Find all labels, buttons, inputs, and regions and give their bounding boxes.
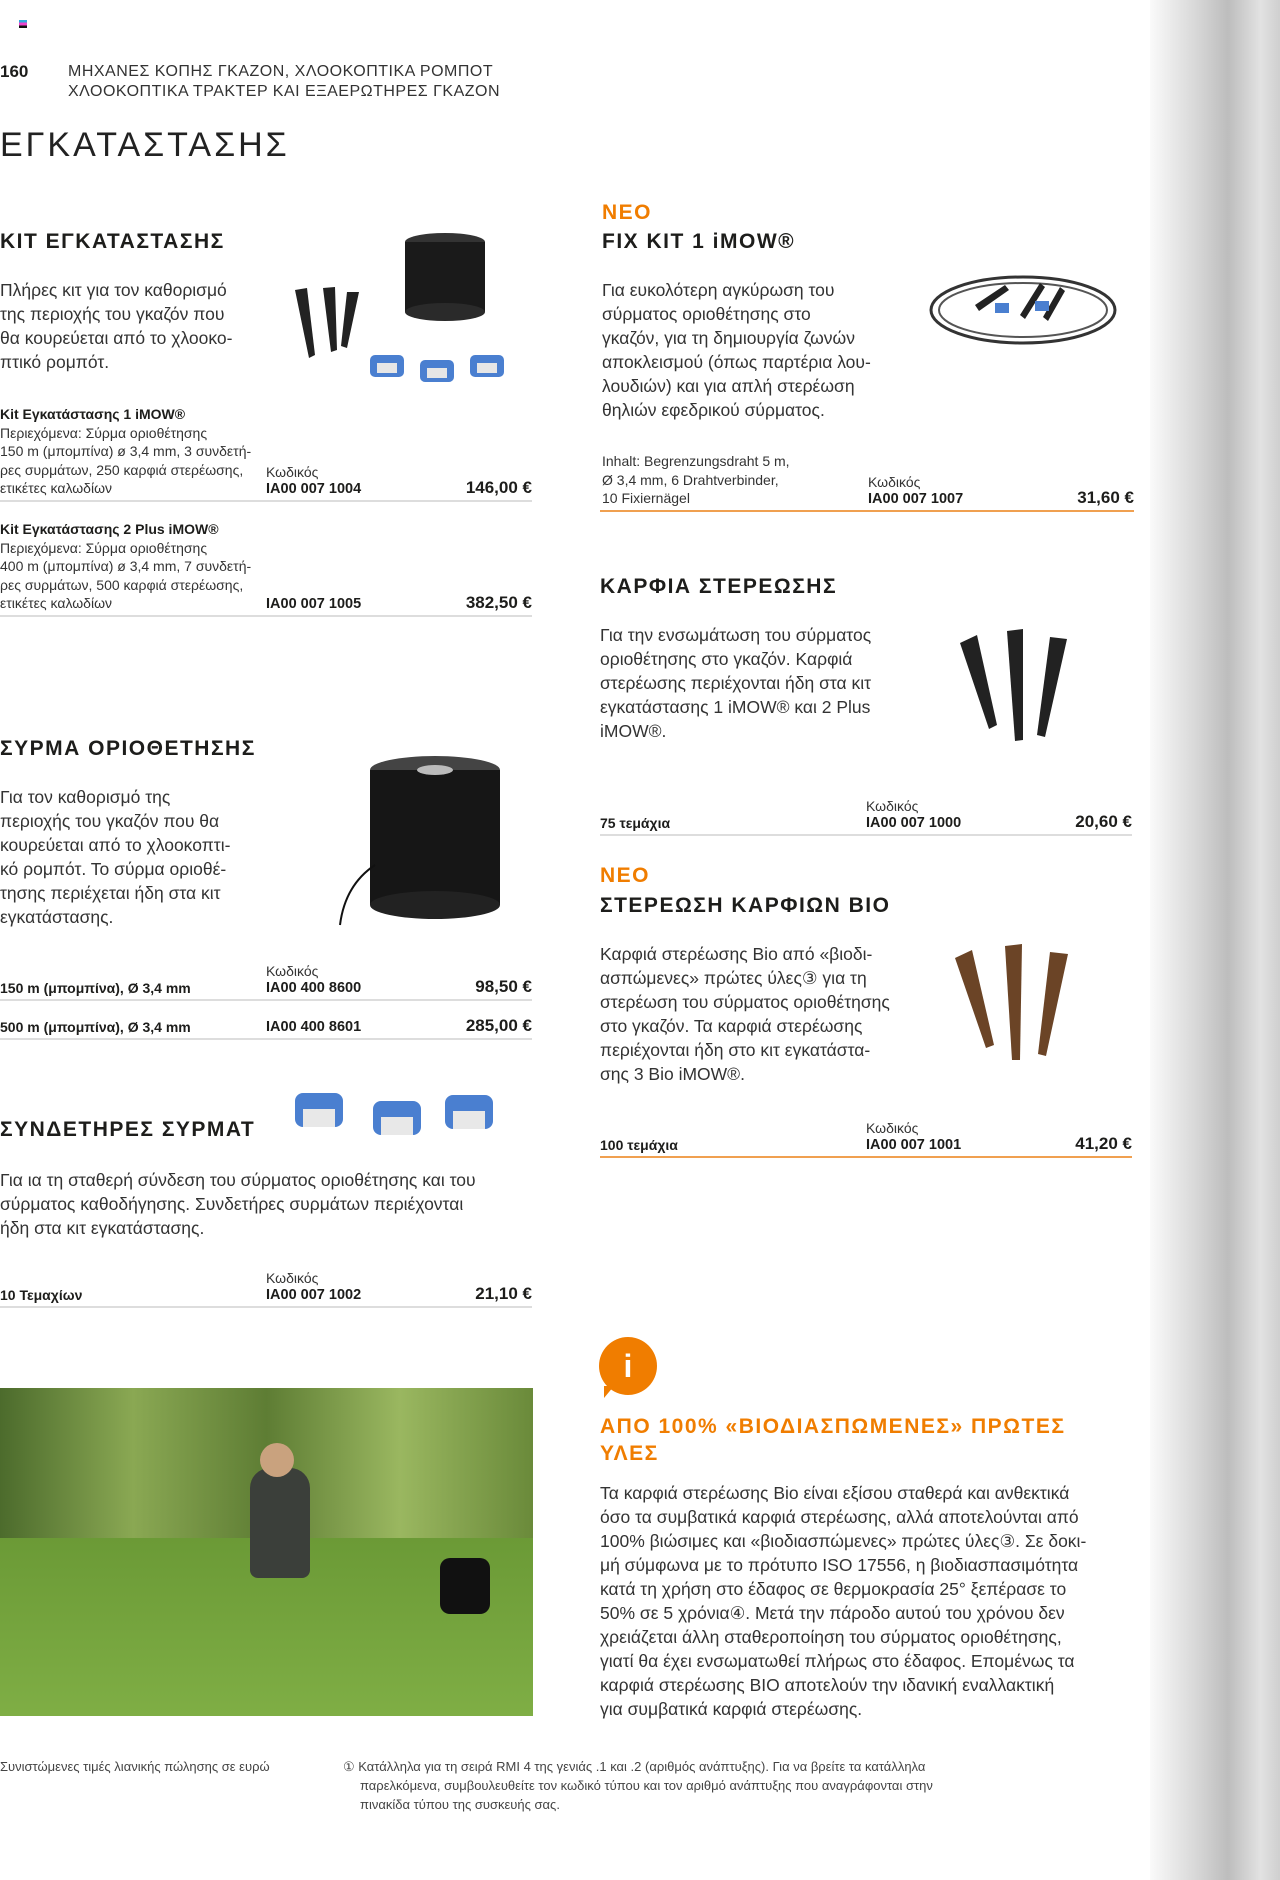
price: 20,60 €	[1075, 812, 1132, 831]
product-code: IA00 007 1005	[266, 596, 362, 612]
info-icon: i	[599, 1337, 657, 1395]
text-line: γιατί θα έχει ενσωματωθεί πλήρως στο έδαφος. Επομένως τα	[600, 1651, 1075, 1671]
text-line: 100% βιώσιμες και «βιοδιασπώμενες» πρώτες ύλες③. Σε δοκι-	[600, 1531, 1087, 1551]
detail-line: 150 m (μπομπίνα) ø 3,4 mm, 3 συνδετή-	[0, 443, 252, 459]
pegs-title: ΚΑΡΦΙΑ ΣΤΕΡΕΩΣΗΣ	[600, 575, 838, 598]
desc-line: Για την ενσωμάτωση του σύρματος	[600, 625, 872, 645]
price: 21,10 €	[475, 1284, 532, 1303]
detail-line: Περιεχόμενα: Σύρμα οριοθέτησης	[0, 539, 208, 556]
item-name: 150 m (μπομπίνα), Ø 3,4 mm	[0, 980, 191, 996]
fix-kit-description	[602, 278, 871, 422]
price: 285,00 €	[465, 1016, 532, 1035]
kit-product-image	[285, 230, 535, 400]
footnote-line: πινακίδα τύπου της συσκευής σας.	[360, 1797, 560, 1812]
detail-line: ρες συρμάτων, 250 καρφιά στερέωσης,	[0, 461, 244, 478]
kit-title: ΚΙΤ ΕΓΚΑΤΑΣΤΑΣΗΣ	[0, 230, 225, 253]
desc-line: της περιοχής του γκαζόν που	[0, 304, 225, 324]
price: 382,50 €	[465, 593, 532, 612]
detail-line: ετικέτες καλωδίων	[0, 595, 113, 611]
connectors-description	[0, 1168, 476, 1240]
pegs-image	[955, 625, 1095, 745]
code-label: Κωδικός	[866, 798, 919, 814]
desc-line: θα κουρεύεται από το χλοοκο-	[0, 328, 233, 348]
item-name: 10 Τεμαχίων	[0, 1287, 83, 1303]
pegs-description	[600, 623, 871, 743]
connectors-title: ΣΥΝΔΕΤΗΡΕΣ ΣΥΡΜΑΤ	[0, 1118, 256, 1141]
kit-item-2-row	[0, 577, 532, 617]
print-color-marks	[19, 20, 27, 28]
text-line: όσο τα συμβατικά καρφιά στερέωσης, αλλά αποτελούνται από	[600, 1507, 1079, 1527]
detail-line: ετικέτες καλωδίων	[0, 480, 113, 496]
new-badge: ΝΕΟ	[602, 201, 653, 224]
desc-line: κό ρομπότ. Το σύρμα οριοθέ-	[0, 859, 227, 879]
info-text	[600, 1481, 1086, 1721]
desc-line: τησης περιέχεται ήδη στα κιτ	[0, 883, 221, 903]
running-title-line: ΧΛΟΟΚΟΠΤΙΚΑ ΤΡΑΚΤΕΡ ΚΑΙ ΕΞΑΕΡΩΤΗΡΕΣ ΓΚΑΖΟΝ	[68, 83, 501, 100]
footer-price-note: Συνιστώμενες τιμές λιανικής πώλησης σε ευρώ	[0, 1759, 270, 1774]
section-title: ΕΓΚΑΤΑΣΤΑΣΗΣ	[0, 126, 290, 164]
code-label: Κωδικός	[266, 1270, 319, 1286]
price: 41,20 €	[1075, 1134, 1132, 1153]
product-code: IA00 400 8600	[266, 980, 362, 996]
desc-line: πτικό ρομπότ.	[0, 352, 110, 372]
product-code: IA00 400 8601	[266, 1019, 362, 1035]
footer-footnote	[343, 1757, 933, 1814]
item-name: 500 m (μπομπίνα), Ø 3,4 mm	[0, 1019, 191, 1035]
kit-description	[0, 278, 233, 374]
desc-line: Πλήρες κιτ για τον καθορισμό	[0, 280, 227, 300]
item-name: 75 τεμάχια	[600, 815, 671, 831]
price: 98,50 €	[475, 977, 532, 996]
item-name: Kit Εγκατάστασης 1 iMOW®	[0, 406, 186, 422]
code-label: Κωδικός	[866, 1120, 919, 1136]
desc-line: ασπώμενες» πρώτες ύλες③ για τη	[600, 968, 867, 988]
info-title	[600, 1413, 1065, 1467]
desc-line: Για ευκολότερη αγκύρωση του	[602, 280, 835, 300]
new-badge: ΝΕΟ	[600, 864, 651, 887]
page-edge-shadow	[1150, 0, 1280, 1880]
info-title-line: ΑΠΟ 100% «ΒΙΟΔΙΑΣΠΩΜΕΝΕΣ» ΠΡΩΤΕΣ	[600, 1415, 1066, 1438]
detail-line: ρες συρμάτων, 500 καρφιά στερέωσης,	[0, 576, 244, 593]
product-code: IA00 007 1007	[868, 491, 964, 507]
fix-kit-row	[600, 472, 1134, 512]
desc-line: σύρματος καθοδήγησης. Συνδετήρες συρμάτων περιέχονται	[0, 1194, 464, 1214]
kit-item-1-row	[0, 462, 532, 502]
desc-line: περιοχής του γκαζόν που θα	[0, 811, 220, 831]
detail-line: 10 Fixiernägel	[602, 490, 690, 506]
wire-title: ΣΥΡΜΑ ΟΡΙΟΘΕΤΗΣΗΣ	[0, 737, 256, 760]
product-code: IA00 007 1001	[866, 1137, 962, 1153]
detail-line: Περιεχόμενα: Σύρμα οριοθέτησης	[0, 424, 208, 441]
item-name: 100 τεμάχια	[600, 1137, 678, 1153]
desc-line: κουρεύεται από το χλοοκοπτι-	[0, 835, 231, 855]
connectors-item-row	[0, 1268, 532, 1308]
desc-line: οριοθέτησης στο γκαζόν. Καρφιά	[600, 649, 853, 669]
desc-line: ήδη στα κιτ εγκατάστασης.	[0, 1218, 205, 1238]
desc-line: στερέωσης περιέχονται ήδη στα κιτ	[600, 673, 872, 693]
price: 31,60 €	[1077, 488, 1134, 507]
pegs-row	[600, 796, 1132, 836]
desc-line: αποκλεισμού (όπως παρτέρια λου-	[602, 352, 871, 372]
text-line: χρειάζεται άλλη σταθεροποίηση του σύρματος οριοθέτησης,	[600, 1627, 1062, 1647]
desc-line: σης 3 Bio iMOW®.	[600, 1064, 745, 1084]
text-line: κατά τη χρήση στο έδαφος σε θερμοκρασία 25° ξεπέρασε το	[600, 1579, 1067, 1599]
running-title-line: ΜΗΧΑΝΕΣ ΚΟΠΗΣ ΓΚΑΖΟΝ, ΧΛΟΟΚΟΠΤΙΚΑ ΡΟΜΠΟΤ	[68, 63, 494, 80]
desc-line: στο γκαζόν. Τα καρφιά στερέωσης	[600, 1016, 863, 1036]
info-icon-tail	[604, 1386, 614, 1398]
running-title	[68, 62, 500, 102]
desc-line: Για τον καθορισμό της	[0, 787, 171, 807]
connectors-image	[285, 1085, 515, 1155]
footnote-line: ① Κατάλληλα για τη σειρά RMI 4 της γενιάς .1 και .2 (αριθμός ανάπτυξης). Για να βρείτε τα κατάλληλα	[343, 1759, 926, 1774]
item-name: Kit Εγκατάστασης 2 Plus iMOW®	[0, 521, 219, 537]
desc-line: Καρφιά στερέωσης Bio από «βιοδι-	[600, 944, 873, 964]
text-line: μή σύμφωνα με το πρότυπο ISO 17556, η βιοδιασπασιμότητα	[600, 1555, 1079, 1575]
desc-line: θηλιών εφεδρικού σύρματος.	[602, 400, 825, 420]
text-line: για συμβατικά καρφιά στερέωσης.	[600, 1699, 863, 1719]
page-number: 160	[0, 62, 29, 81]
code-label: Κωδικός	[868, 474, 921, 490]
wire-spool-image	[335, 755, 505, 935]
wire-description	[0, 785, 230, 929]
detail-line: Inhalt: Begrenzungsdraht 5 m,	[602, 453, 790, 469]
desc-line: στερέωση του σύρματος οριοθέτησης	[600, 992, 890, 1012]
desc-line: γκαζόν, για τη δημιουργία ζωνών	[602, 328, 855, 348]
detail-line: 400 m (μπομπίνα) ø 3,4 mm, 7 συνδετή-	[0, 558, 252, 574]
footnote-line: παρελκόμενα, συμβουλευθείτε τον κωδικό τύπου και τον αριθμό ανάπτυξης που αναγράφονται στην	[360, 1778, 933, 1793]
text-line: 50% σε 5 χρόνια④. Μετά την πάροδο αυτού του χρόνου δεν	[600, 1603, 1065, 1623]
bio-pegs-image	[950, 940, 1100, 1065]
desc-line: εγκατάστασης 1 iMOW® και 2 Plus	[600, 697, 871, 717]
wire-item-2-row	[0, 1000, 532, 1040]
desc-line: iMOW®.	[600, 721, 667, 741]
code-label: Κωδικός	[266, 464, 319, 480]
product-code: IA00 007 1000	[866, 815, 962, 831]
wire-item-1-row	[0, 961, 532, 1001]
code-label: Κωδικός	[266, 963, 319, 979]
detail-line: Ø 3,4 mm, 6 Drahtverbinder,	[602, 471, 779, 488]
bio-description	[600, 942, 890, 1086]
fix-kit-title: FIX KIT 1 iMOW®	[602, 230, 796, 253]
bio-title: ΣΤΕΡΕΩΣΗ ΚΑΡΦΙΩΝ BIO	[600, 894, 891, 917]
bio-row	[600, 1118, 1132, 1158]
desc-line: Για ια τη σταθερή σύνδεση του σύρματος οριοθέτησης και του	[0, 1170, 476, 1190]
info-title-line: ΥΛΕΣ	[600, 1442, 659, 1465]
text-line: καρφιά στερέωσης BIO αποτελούν την ιδανική εναλλακτική	[600, 1675, 1055, 1695]
lawn-installation-photo	[0, 1388, 533, 1716]
product-code: IA00 007 1002	[266, 1287, 362, 1303]
product-code: IA00 007 1004	[266, 481, 362, 497]
text-line: Τα καρφιά στερέωσης Bio είναι εξίσου σταθερά και ανθεκτικά	[600, 1483, 1070, 1503]
fix-kit-image	[925, 265, 1125, 355]
price: 146,00 €	[465, 478, 532, 497]
desc-line: εγκατάστασης.	[0, 907, 114, 927]
desc-line: περιέχονται ήδη στο κιτ εγκατάστα-	[600, 1040, 871, 1060]
desc-line: σύρματος οριοθέτησης στο	[602, 304, 811, 324]
desc-line: λουδιών) και για απλή στερέωση	[602, 376, 855, 396]
